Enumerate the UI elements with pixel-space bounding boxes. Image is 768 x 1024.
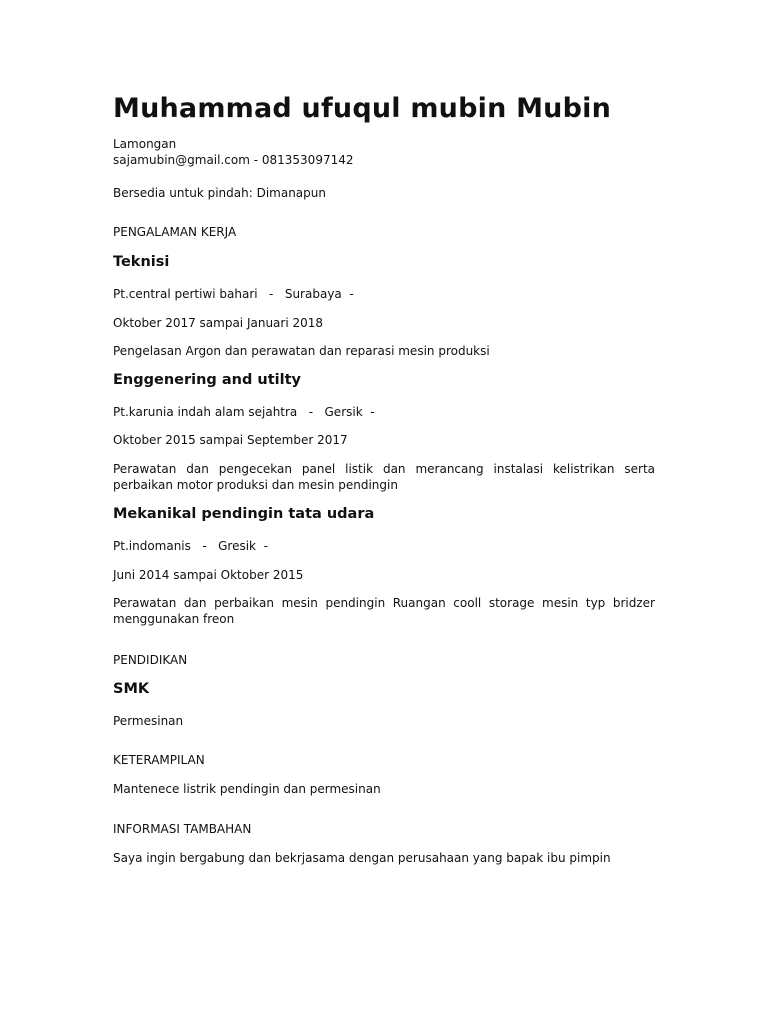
job-title: Mekanikal pendingin tata udara	[113, 506, 375, 522]
skills-text: Mantenece listrik pendingin dan permesinan	[113, 782, 381, 796]
job-description: Pengelasan Argon dan perawatan dan reparasi mesin produksi	[113, 344, 490, 358]
job-company: Pt.karunia indah alam sejahtra - Gersik -	[113, 405, 375, 419]
education-heading: PENDIDIKAN	[113, 653, 188, 667]
job-description: Perawatan dan pengecekan panel listik dan merancang instalasi kelistrikan serta perbaikan motor produksi dan mesin pendingin	[113, 462, 655, 492]
job-dates: Oktober 2015 sampai September 2017	[113, 433, 348, 447]
job-title: Teknisi	[113, 254, 170, 270]
education-major: Permesinan	[113, 714, 184, 728]
job-dates: Juni 2014 sampai Oktober 2015	[113, 568, 304, 582]
candidate-contact: sajamubin@gmail.com - 081353097142	[113, 153, 354, 167]
candidate-name: Muhammad ufuqul mubin Mubin	[113, 93, 611, 124]
relocation-note: Bersedia untuk pindah: Dimanapun	[113, 186, 326, 200]
education-school: SMK	[113, 681, 150, 697]
candidate-city: Lamongan	[113, 137, 177, 151]
job-company: Pt.indomanis - Gresik -	[113, 539, 268, 553]
experience-heading: PENGALAMAN KERJA	[113, 225, 237, 239]
job-dates: Oktober 2017 sampai Januari 2018	[113, 316, 324, 330]
job-title: Enggenering and utilty	[113, 372, 301, 388]
job-description: Perawatan dan perbaikan mesin pendingin Ruangan cooll storage mesin typ bridzer menggunakan freon	[113, 596, 655, 626]
job-company: Pt.central pertiwi bahari - Surabaya -	[113, 287, 354, 301]
skills-heading: KETERAMPILAN	[113, 753, 205, 767]
additional-heading: INFORMASI TAMBAHAN	[113, 822, 252, 836]
additional-text: Saya ingin bergabung dan bekrjasama dengan perusahaan yang bapak ibu pimpin	[113, 851, 611, 865]
